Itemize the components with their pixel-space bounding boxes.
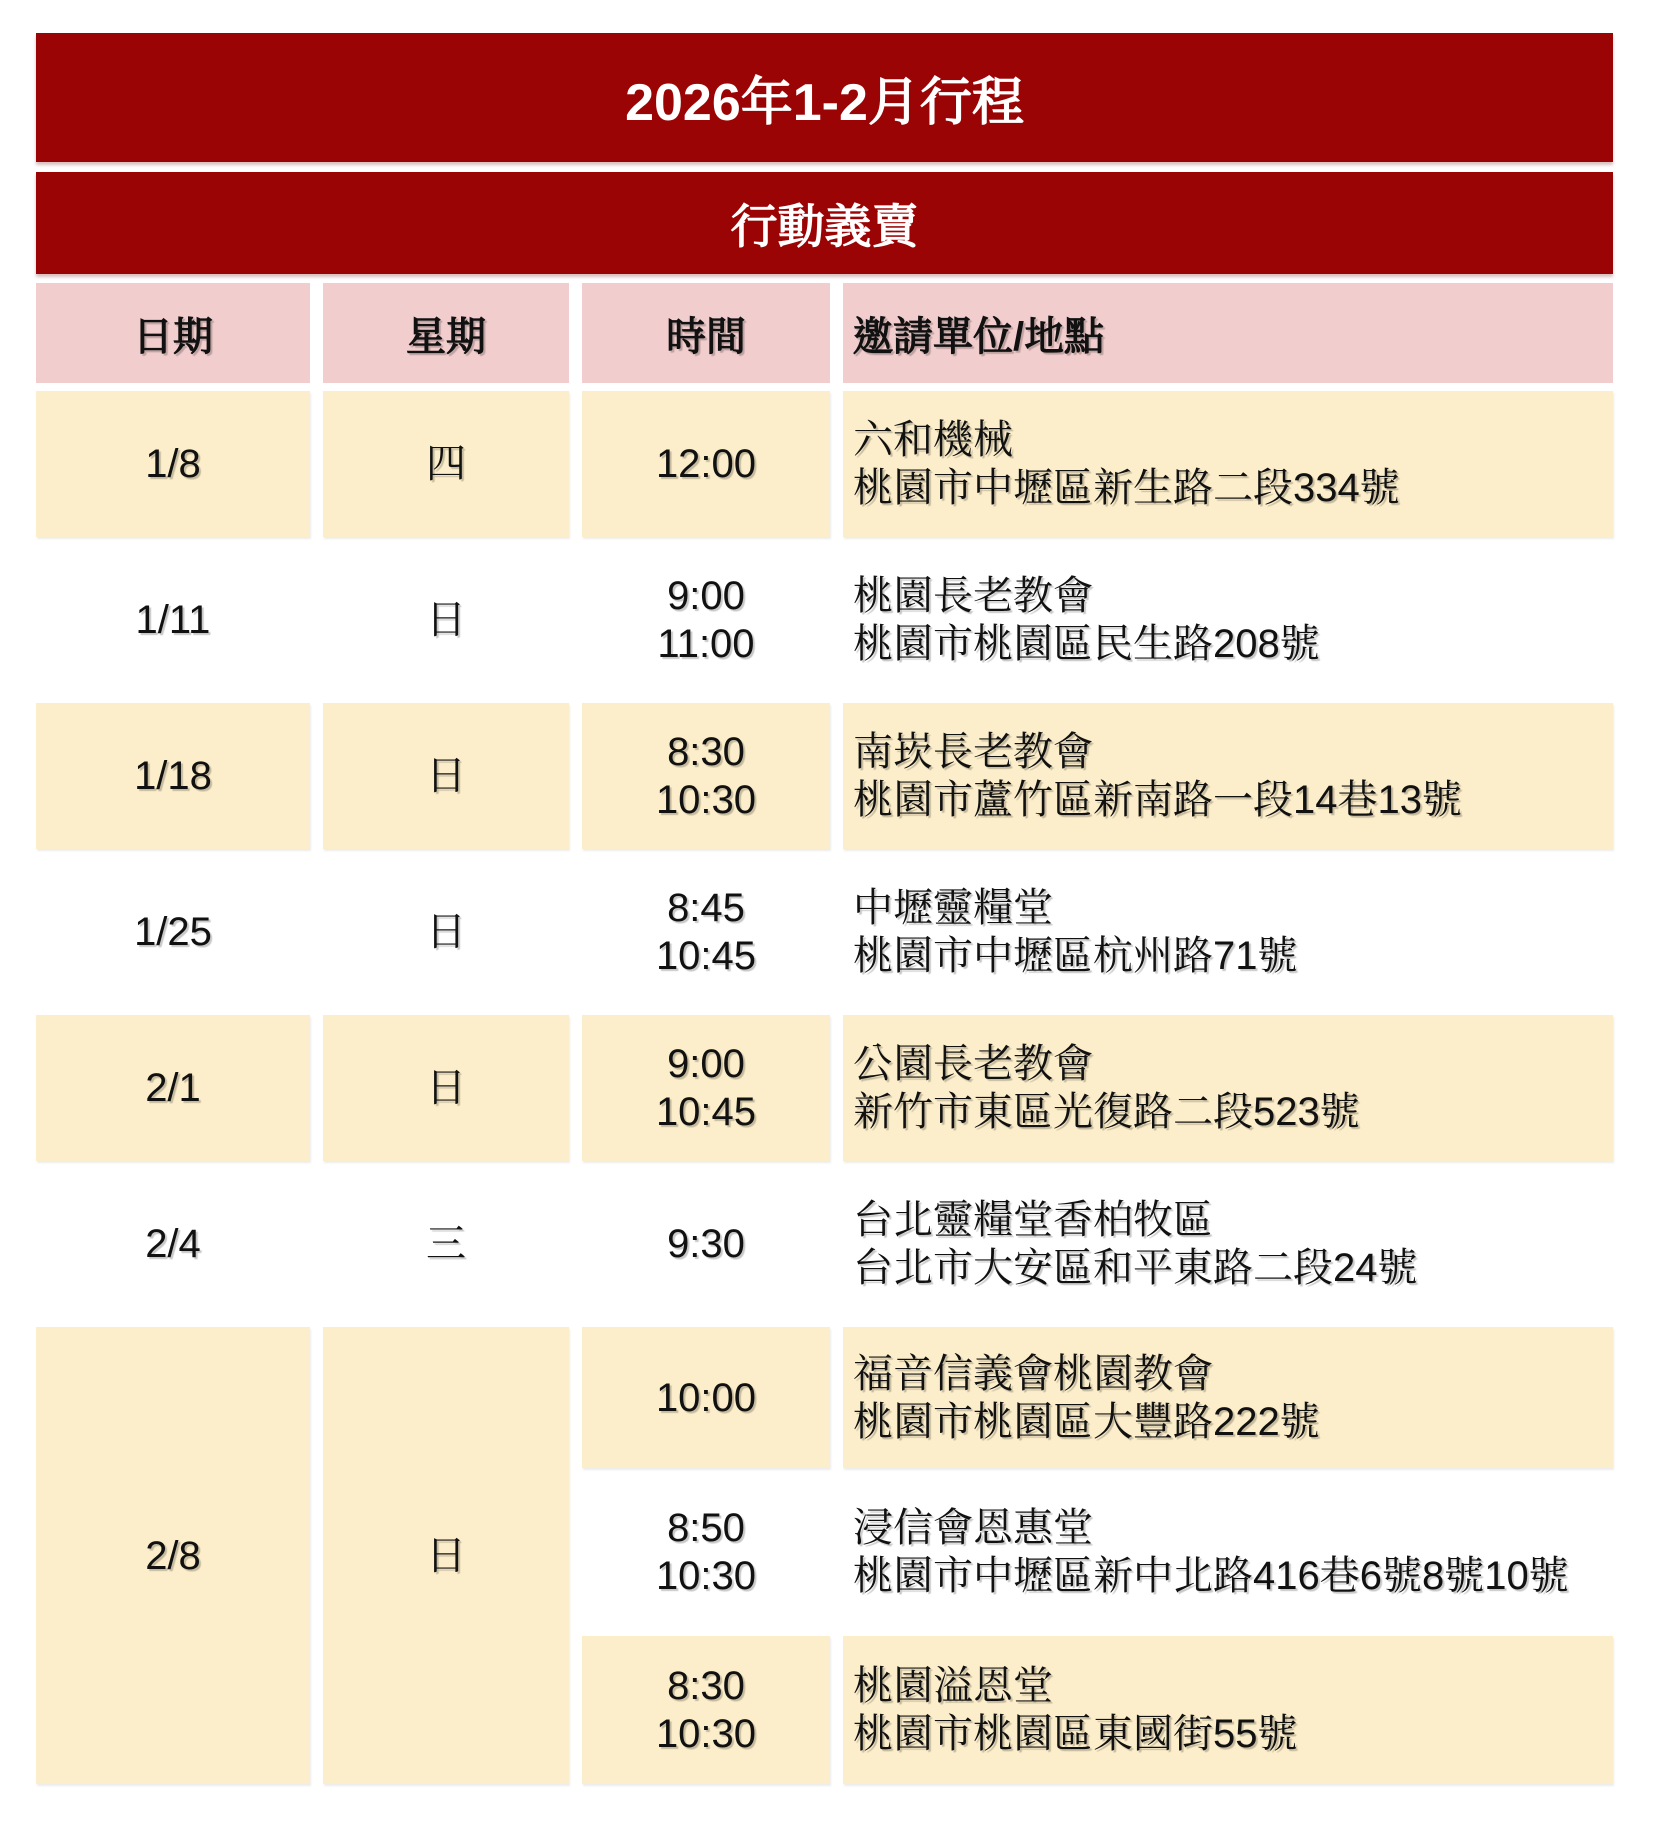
time-value: 11:00 — [657, 622, 755, 666]
date-cell: 2/8 — [36, 1327, 310, 1784]
date-cell: 1/8 — [36, 391, 310, 537]
weekday-cell: 四 — [323, 391, 569, 537]
table-row — [36, 1171, 1613, 1317]
table-row — [36, 703, 1613, 849]
table-row — [36, 859, 1613, 1005]
venue-address: 桃園市桃園區民生路208號 — [853, 622, 1320, 666]
time-cell — [582, 1327, 830, 1468]
table-row-group — [36, 1327, 1613, 1784]
time-value: 10:45 — [655, 934, 757, 978]
weekday-cell: 日 — [426, 598, 466, 642]
venue-name: 桃園長老教會 — [853, 574, 1093, 618]
venue-address: 台北市大安區和平東路二段24號 — [853, 1246, 1418, 1290]
venue-address: 桃園市中壢區新生路二段334號 — [853, 466, 1400, 510]
time-value: 10:30 — [655, 1712, 757, 1756]
time-value: 9:30 — [667, 1222, 745, 1266]
venue-cell — [843, 1479, 1613, 1625]
date-cell: 1/11 — [135, 598, 211, 642]
time-cell — [582, 547, 830, 693]
venue-address: 桃園市中壢區杭州路71號 — [853, 934, 1298, 978]
weekday-cell: 日 — [323, 703, 569, 849]
venue-address: 桃園市桃園區大豐路222號 — [853, 1399, 1320, 1444]
column-header-weekday: 星期 — [323, 283, 569, 383]
date-cell: 1/25 — [134, 910, 212, 954]
page-title: 2026年1-2月行程 — [36, 33, 1613, 162]
venue-cell — [843, 1636, 1613, 1784]
venue-name: 台北靈糧堂香柏牧區 — [853, 1198, 1213, 1242]
venue-address: 桃園市桃園區東國街55號 — [853, 1712, 1298, 1756]
time-value: 10:00 — [655, 1375, 757, 1420]
weekday-cell: 三 — [426, 1222, 466, 1266]
time-value: 8:30 — [667, 730, 745, 774]
venue-name: 桃園溢恩堂 — [853, 1664, 1053, 1708]
time-value: 8:45 — [667, 886, 745, 930]
venue-cell — [843, 391, 1613, 537]
time-value: 8:30 — [667, 1664, 745, 1708]
venue-name: 六和機械 — [853, 418, 1013, 462]
weekday-cell: 日 — [426, 910, 466, 954]
time-value: 10:30 — [655, 778, 757, 822]
venue-address: 桃園市蘆竹區新南路一段14巷13號 — [853, 778, 1462, 822]
time-cell — [582, 1171, 830, 1317]
venue-cell — [843, 859, 1613, 1005]
time-cell — [582, 1015, 830, 1161]
time-cell — [582, 1636, 830, 1784]
venue-name: 公園長老教會 — [853, 1042, 1093, 1086]
venue-name: 南崁長老教會 — [853, 730, 1093, 774]
time-cell — [582, 1479, 830, 1625]
date-cell: 2/4 — [145, 1222, 201, 1266]
date-cell: 1/18 — [36, 703, 310, 849]
venue-cell — [843, 703, 1613, 849]
venue-cell — [843, 547, 1613, 693]
venue-name: 中壢靈糧堂 — [853, 886, 1053, 930]
weekday-cell: 日 — [323, 1015, 569, 1161]
table-header-row — [36, 283, 1613, 383]
time-cell — [582, 703, 830, 849]
table-row — [36, 391, 1613, 537]
time-cell — [582, 859, 830, 1005]
venue-name: 福音信義會桃園教會 — [853, 1351, 1213, 1396]
time-cell — [582, 391, 830, 537]
table-row — [36, 547, 1613, 693]
column-header-venue: 邀請單位/地點 — [843, 283, 1613, 383]
time-value: 9:00 — [667, 574, 745, 618]
page-subtitle: 行動義賣 — [36, 172, 1613, 274]
time-value: 8:50 — [667, 1506, 745, 1550]
venue-address: 桃園市中壢區新中北路416巷6號8號10號 — [853, 1554, 1569, 1598]
venue-cell — [843, 1015, 1613, 1161]
time-value: 10:45 — [655, 1090, 757, 1134]
table-row — [36, 1015, 1613, 1161]
date-cell: 2/1 — [36, 1015, 310, 1161]
time-value: 10:30 — [655, 1554, 757, 1598]
venue-address: 新竹市東區光復路二段523號 — [853, 1090, 1360, 1134]
time-value: 9:00 — [667, 1042, 745, 1086]
column-header-time: 時間 — [582, 283, 830, 383]
venue-cell — [843, 1171, 1613, 1317]
venue-cell — [843, 1327, 1613, 1468]
weekday-cell: 日 — [323, 1327, 569, 1784]
time-value: 12:00 — [655, 442, 757, 486]
venue-name: 浸信會恩惠堂 — [853, 1506, 1093, 1550]
column-header-date: 日期 — [36, 283, 310, 383]
